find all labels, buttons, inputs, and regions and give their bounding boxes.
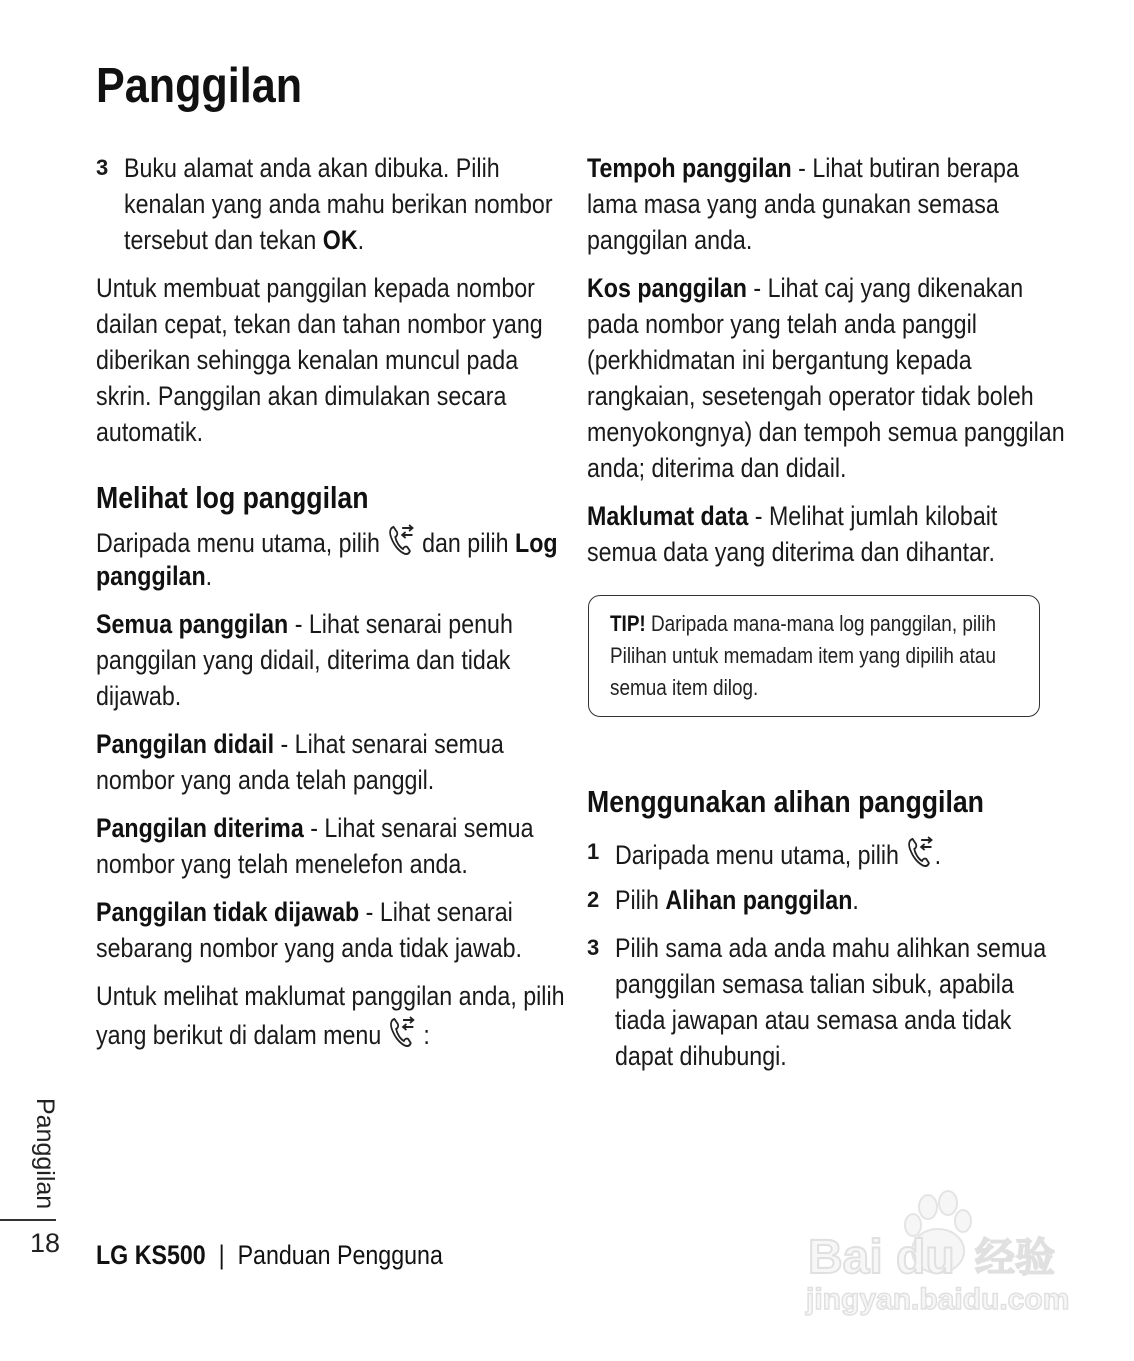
- watermark-brand: Bai du: [808, 1231, 955, 1284]
- page-title: Panggilan: [96, 59, 303, 113]
- side-divider: [0, 1219, 56, 1221]
- divert-step-2: 2 Pilih Alihan panggilan.: [587, 885, 859, 915]
- section-heading-call-log: Melihat log panggilan: [96, 480, 369, 515]
- data-info-item: Maklumat data - Melihat jumlah kilobait semua data yang diterima dan dihantar.: [587, 501, 998, 567]
- right-column: [587, 150, 1065, 582]
- footer-model: LG KS500: [96, 1240, 206, 1270]
- section-heading-call-divert: Menggunakan alihan panggilan: [587, 784, 984, 819]
- footer-guide: Panduan Pengguna: [237, 1240, 443, 1270]
- divert-step-1: 1 Daripada menu utama, pilih .: [587, 834, 1057, 870]
- missed-calls-item: Panggilan tidak dijawab - Lihat senarai sebarang nombor yang anda tidak jawab.: [96, 897, 522, 963]
- tip-box: TIP! Daripada mana-mana log panggilan, pilih Pilihan untuk memadam item yang dipilih atau semua item dilog.: [588, 595, 1040, 717]
- footer: [96, 1240, 499, 1271]
- call-log-intro: Daripada menu utama, pilih dan pilih Log panggilan.: [96, 522, 566, 594]
- page-number: 18: [30, 1228, 61, 1258]
- baidu-watermark: [800, 1185, 1070, 1320]
- call-log-menu-icon: [386, 522, 415, 558]
- left-column: [96, 150, 566, 1062]
- watermark-url: jingyan.baidu.com: [806, 1283, 1070, 1316]
- footer-separator: |: [218, 1240, 225, 1270]
- svg-text:经验: 经验: [975, 1235, 1055, 1281]
- call-log-menu-icon: [905, 834, 934, 870]
- received-calls-item: Panggilan diterima - Lihat senarai semua nombor yang telah menelefon anda.: [96, 813, 534, 879]
- divert-step-3: 3 Pilih sama ada anda mahu alihkan semua panggilan semasa talian sibuk, apabila tiada jawapan atau semasa anda tidak dapat dihubungi.: [587, 933, 1047, 1071]
- call-log-menu-icon: [388, 1014, 417, 1050]
- call-cost-item: Kos panggilan - Lihat caj yang dikenakan pada nombor yang telah anda panggil (perkhidmatan ini bergantung kepada rangkaian, sesetengah operator tidak boleh menyokongnya) dan tempoh semua panggilan anda; diterima dan didail.: [587, 273, 1065, 483]
- call-divert-section: [587, 782, 1057, 1086]
- side-section-label: Panggilan: [31, 1098, 59, 1210]
- call-info-paragraph: Untuk melihat maklumat panggilan anda, pilih yang berikut di dalam menu :: [96, 981, 565, 1050]
- dialled-calls-item: Panggilan didail - Lihat senarai semua nombor yang anda telah panggil.: [96, 729, 504, 795]
- all-calls-item: Semua panggilan - Lihat senarai penuh panggilan yang didail, diterima dan tidak dijawab.: [96, 609, 513, 711]
- call-duration-item: Tempoh panggilan - Lihat butiran berapa lama masa yang anda gunakan semasa panggilan anda.: [587, 153, 1019, 255]
- step-3-select-contact: 3 Buku alamat anda akan dibuka. Pilih kenalan yang anda mahu berikan nombor tersebut dan tekan OK.: [96, 153, 553, 255]
- speed-dial-paragraph: Untuk membuat panggilan kepada nombor dailan cepat, tekan dan tahan nombor yang diberikan sehingga kenalan muncul pada skrin. Panggilan akan dimulakan secara automatik.: [96, 273, 543, 447]
